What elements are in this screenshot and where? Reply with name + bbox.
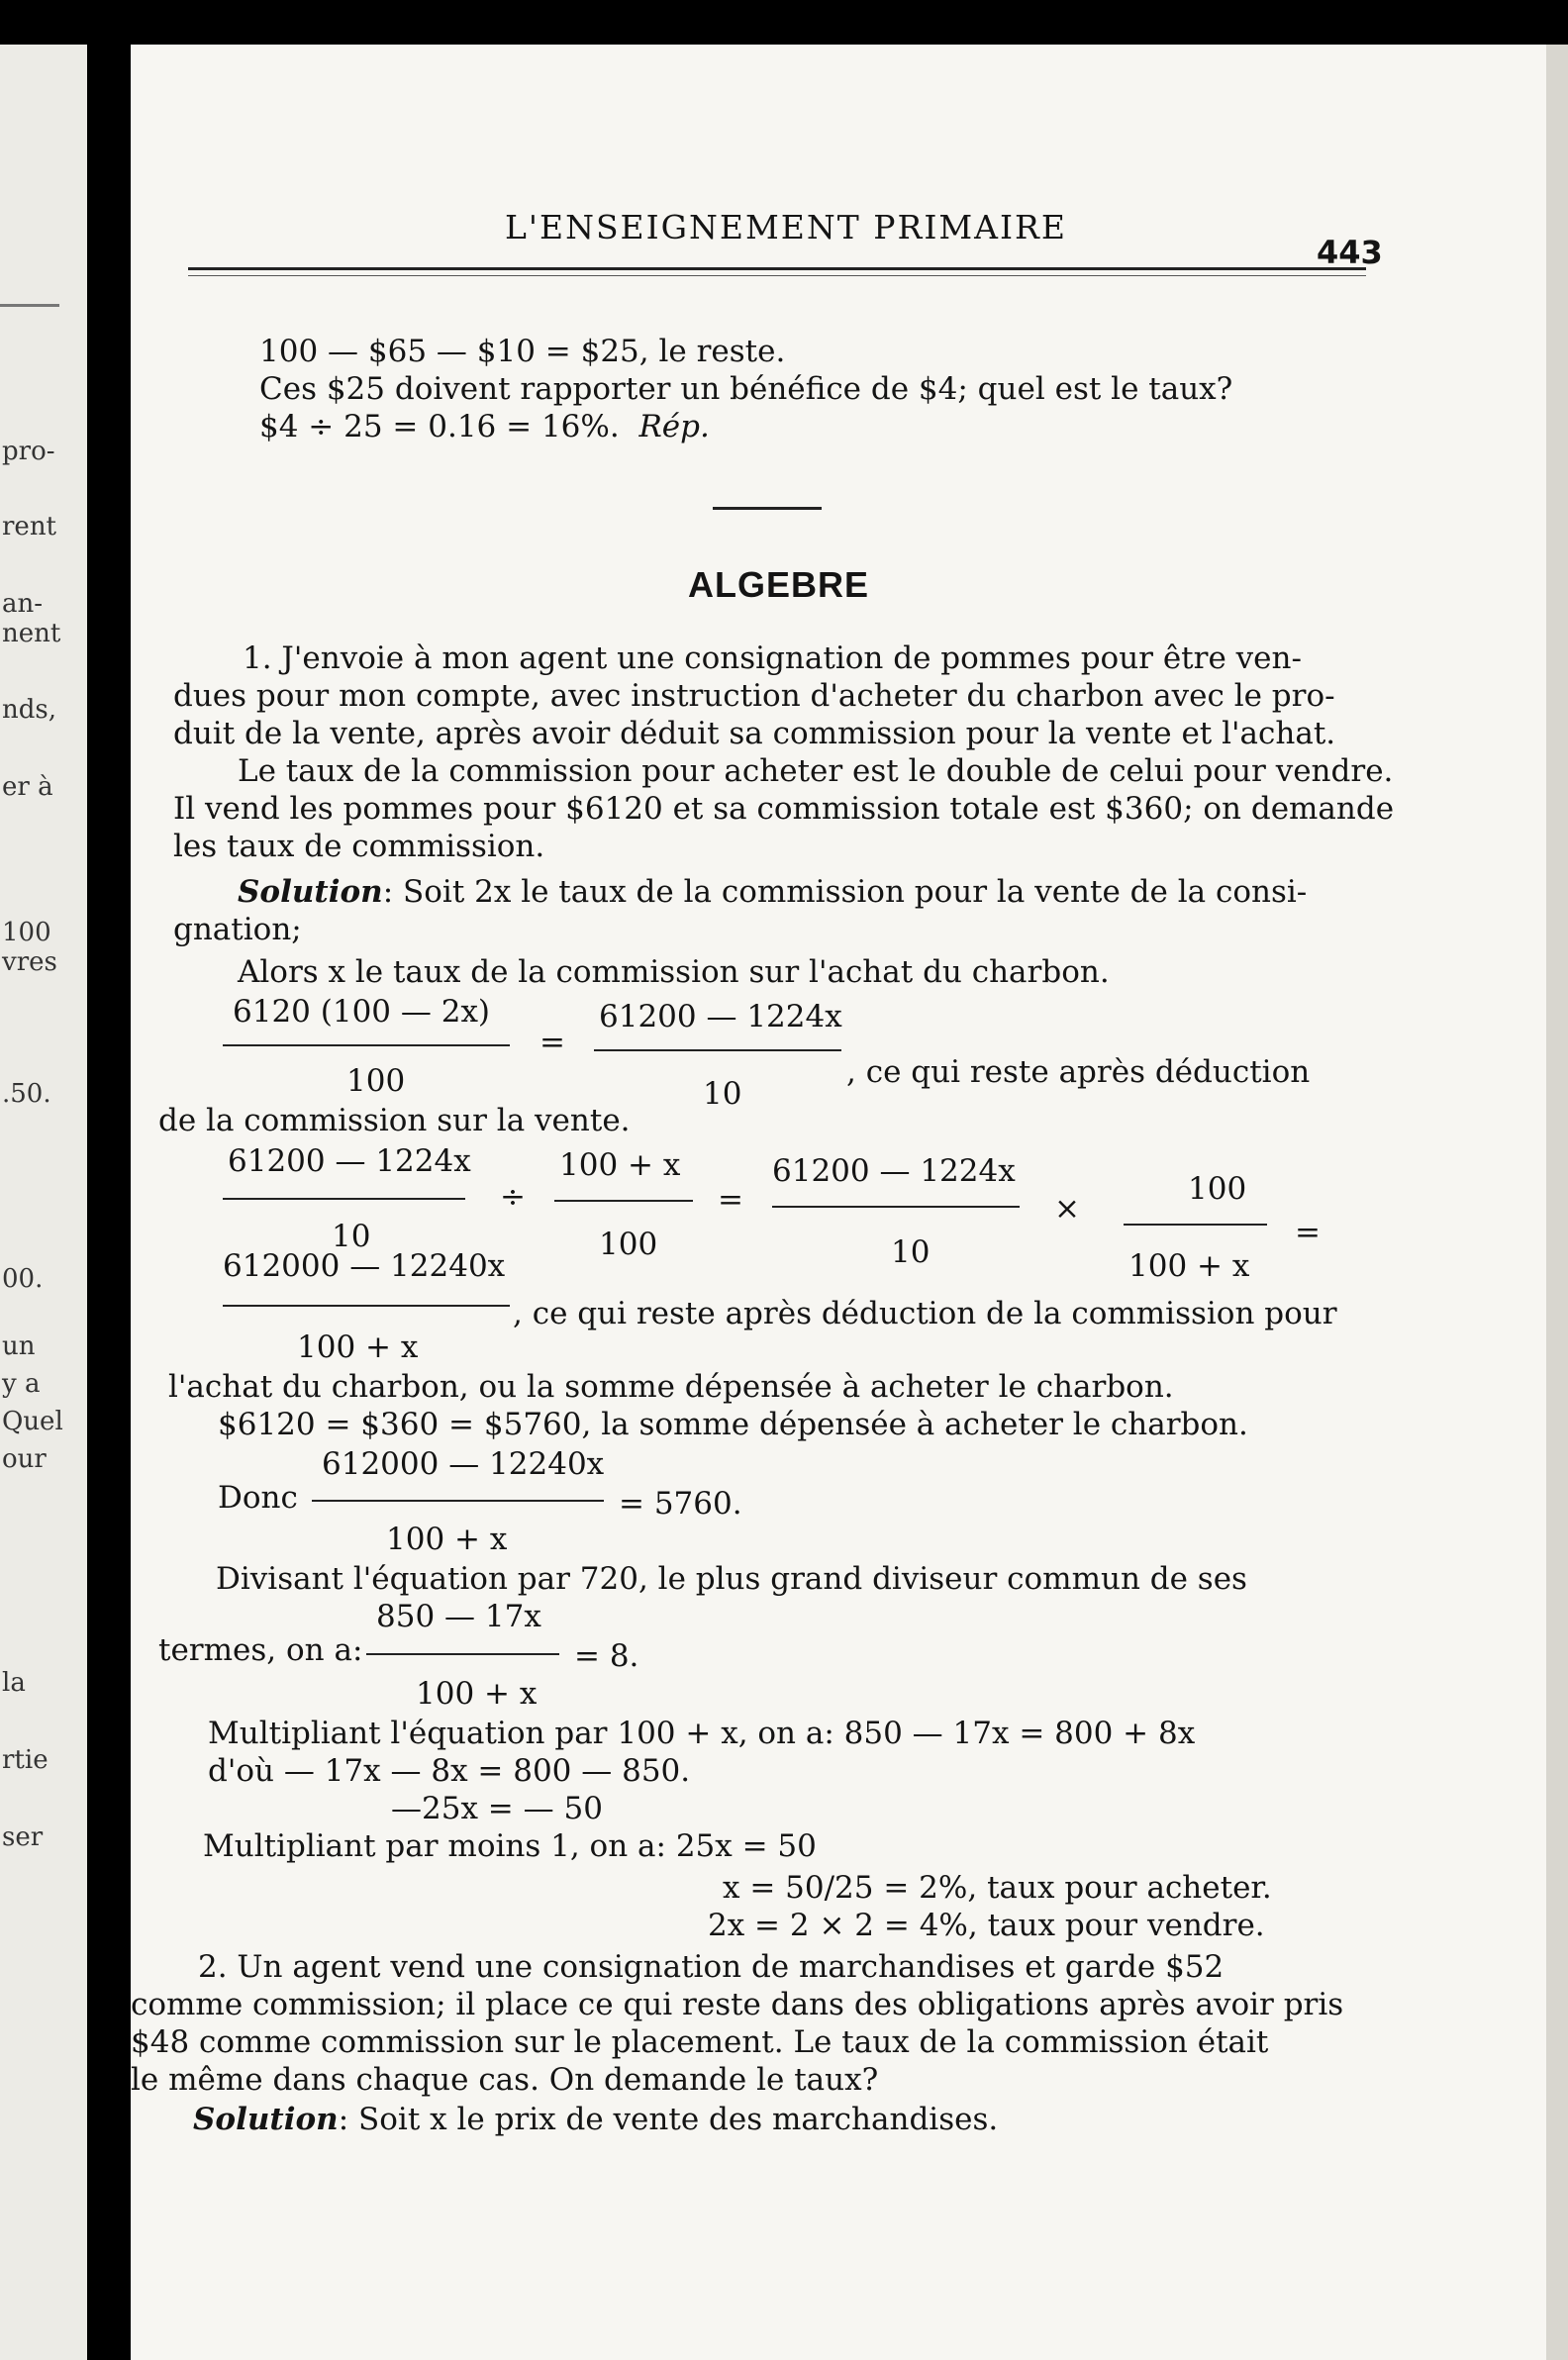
solution-line: Alors x le taux de la commission sur l'achat du charbon. [238,954,1110,990]
fraction-denominator: 100 [346,1063,406,1099]
fraction-bar [366,1653,559,1655]
fraction-denominator: 100 + x [386,1522,508,1557]
fraction-denominator: 10 [703,1076,742,1112]
text-line: termes, on a: [158,1632,363,1668]
problem-line: Il vend les pommes pour $6120 et sa commission totale est $360; on demande [173,791,1395,827]
adjacent-page-fragment: an- [2,589,44,619]
adjacent-page-fragment: vres [2,947,57,977]
solution-text: : Soit x le prix de vente des marchandises. [338,2102,999,2137]
fraction-denominator: 100 + x [297,1329,419,1365]
fraction-numerator: 612000 — 12240x [223,1248,506,1284]
problem-line: duit de la vente, après avoir déduit sa commission pour la vente et l'achat. [173,716,1336,751]
solution-label: Solution [193,2102,339,2137]
problem-line: dues pour mon compte, avec instruction d'acheter du charbon avec le pro- [173,678,1335,714]
adjacent-page-strip [0,45,87,2360]
divide-sign: ÷ [500,1179,526,1215]
text-line: d'où — 17x — 8x = 800 — 850. [208,1753,691,1789]
fraction-denominator: 10 [332,1219,371,1254]
solution-line: gnation; [173,912,302,947]
text-line: Donc [218,1480,298,1516]
header-rule [188,267,1366,270]
solution-line [238,875,1307,909]
text-line: Multipliant par moins 1, on a: 25x = 50 [203,1828,817,1864]
solution-line [193,2103,998,2136]
text-line: 100 — $65 — $10 = $25, le reste. [259,334,786,369]
page-number: 443 [1317,234,1383,271]
text-line: = 8. [574,1638,639,1674]
problem-line: 1. J'envoie à mon agent une consignation de pommes pour être ven- [243,640,1302,676]
problem-line: comme commission; il place ce qui reste dans des obligations après avoir pris [131,1987,1344,2022]
fraction-numerator: 850 — 17x [376,1599,541,1634]
fraction-denominator: 100 + x [1128,1248,1250,1284]
adjacent-page-fragment: rtie [2,1745,49,1775]
fraction-denominator: 10 [891,1234,931,1270]
fraction-bar [554,1200,693,1202]
text-line: 2x = 2 × 2 = 4%, taux pour vendre. [708,1908,1265,1943]
text-line: Ces $25 doivent rapporter un bénéfice de $4; quel est le taux? [259,371,1233,407]
adjacent-page-fragment: Quel [2,1407,63,1436]
text-line: l'achat du charbon, ou la somme dépensée à acheter le charbon. [168,1369,1174,1405]
adjacent-page-fragment: ser [2,1822,44,1852]
adjacent-page-fragment: nent [2,619,61,648]
fraction-numerator: 61200 — 1224x [772,1153,1016,1189]
fraction-bar [772,1206,1020,1208]
adjacent-page-fragment: 100 [2,918,51,947]
adjacent-page-fragment: pro- [2,437,55,466]
fraction-bar [312,1500,604,1502]
fraction-bar [223,1044,510,1046]
solution-text: : Soit 2x le taux de la commission pour la vente de la consi- [382,874,1308,910]
text-line: , ce qui reste après déduction de la commission pour [513,1296,1337,1331]
solution-label: Solution [238,874,383,910]
text-line: Multipliant l'équation par 100 + x, on a: 850 — 17x = 800 + 8x [208,1716,1196,1751]
adjacent-page-fragment: nds, [2,695,56,725]
adjacent-page-fragment: 00. [2,1264,44,1294]
adjacent-page-rule [0,304,59,307]
problem-line: les taux de commission. [173,829,545,864]
fraction-numerator: 6120 (100 — 2x) [233,994,491,1030]
fraction-bar [223,1198,465,1200]
text-line: , ce qui reste après déduction [846,1054,1311,1090]
text-line: —25x = — 50 [391,1791,603,1826]
text-line [259,410,710,443]
fraction-numerator: 61200 — 1224x [599,999,842,1034]
fraction-denominator: 100 + x [416,1676,538,1712]
fraction-numerator: 61200 — 1224x [228,1143,471,1179]
problem-line: $48 comme commission sur le placement. Le taux de la commission était [131,2024,1269,2060]
section-separator [713,507,822,510]
fraction-numerator: 612000 — 12240x [322,1446,605,1482]
adjacent-page-fragment: our [2,1444,47,1474]
adjacent-page-fragment: la [2,1668,26,1698]
header-rule-thin [188,275,1366,276]
equals-sign: = [718,1182,743,1218]
fraction-numerator: 100 [1188,1171,1247,1207]
text-line: = 5760. [619,1486,742,1522]
fraction-bar [223,1305,510,1307]
fraction-denominator: 100 [599,1227,658,1262]
text-line: x = 50/25 = 2%, taux pour acheter. [723,1870,1272,1906]
section-title: ALGEBRE [688,564,870,605]
answer-label: Rép. [638,409,710,444]
text-line: $6120 = $360 = $5760, la somme dépensée à acheter le charbon. [218,1407,1248,1442]
fraction-bar [1124,1224,1267,1226]
times-sign: × [1054,1191,1080,1227]
problem-line: le même dans chaque cas. On demande le taux? [131,2062,879,2098]
fraction-bar [594,1049,841,1051]
text-line: Divisant l'équation par 720, le plus grand diviseur commun de ses [216,1561,1247,1597]
fraction-numerator: 100 + x [559,1147,681,1183]
equation: $4 ÷ 25 = 0.16 = 16%. [259,409,620,444]
running-header: L'ENSEIGNEMENT PRIMAIRE [505,208,1067,246]
problem-line: Le taux de la commission pour acheter est le double de celui pour vendre. [238,753,1394,789]
adjacent-page-fragment: rent [2,512,57,541]
equals-sign: = [1295,1215,1321,1250]
problem-line: 2. Un agent vend une consignation de marchandises et garde $52 [198,1949,1225,1985]
page-edge [1546,45,1568,2360]
adjacent-page-fragment: er à [2,772,53,802]
adjacent-page-fragment: .50. [2,1079,51,1109]
equals-sign: = [539,1025,565,1060]
text-line: de la commission sur la vente. [158,1103,631,1138]
adjacent-page-fragment: y a [2,1369,41,1399]
adjacent-page-fragment: un [2,1331,36,1361]
